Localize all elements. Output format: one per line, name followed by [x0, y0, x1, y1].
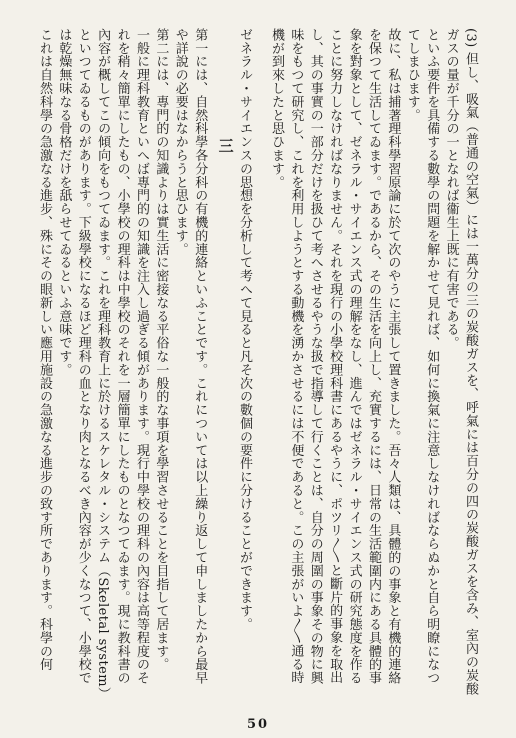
- paragraph: (3) 但し、吸氣（普通の空氣）には一萬分の三の炭酸ガスを、呼氣には百分の四の炭酸ガスを含み、室內の炭酸ガスの量が千分の一となれば衞生上既に有害である。: [443, 28, 478, 696]
- page-number: 50: [246, 717, 270, 732]
- paragraph: これは自然科學の急激なる進步、殊にその眼新しい應用施設の急激なる進步の致す所であります。科學の何: [36, 28, 52, 672]
- lower-text-column: [36, 28, 254, 696]
- paragraph: 故に、私は捕著理科學習原論に於て次のやうに主張して置きました。吾々人類は、具體的の事象と有機的連絡を保つて生活してゐます。であるから、その生活を向上し、充實するには、日常の生活範圍内にある具體的事象を對象として、ゼネラル・サイエンス式の理解をなし、進んではゼネラル・サイエンス式の研究態度を作ることに努力しなければなりません。それを現行の小學校理科書にあるやうに、ポツリ〳〵と斷片的事象を取出し、其の事實の一部分だけを扱ひて考へさせるやうな扱で指導して行くことは、自分の周圍の事象その物に興味をもつて研究し、これを利用しようとする動機を湧かさせるには不便であると。この主張がいよ〳〵通る時機が到來したと思ひます。: [268, 28, 401, 685]
- paragraph: といふ要件を具備する數學の問題を解かせて見れば、如何に換氣に注意しなければならぬかと自ら明瞭になつてしまひます。: [404, 28, 440, 685]
- section-heading: 三: [216, 138, 235, 154]
- paragraph: 第一には、自然科學各分科の有機的連絡といふことです。これについては以上繰り返して申しましたから最早や詳說の必要はなからうと思ひます。: [172, 28, 208, 685]
- paragraph: 第二には、專門的の知識よりは實生活に密接なる平俗な一般的な事項を學習させることを目指して居ます。: [153, 28, 169, 672]
- upper-text-column: [252, 28, 480, 696]
- paragraph: ゼネラル・サイエンスの思想を分析して考へて見ると凡そ次の數個の要件に分けることができます。: [237, 28, 252, 631]
- paragraph: 一般に理科教育といへば專門的の知識を注入し過ぎる傾があります。現行中學校の理科の內容は高等程度のそれを稍々簡單にしたもの、小學校の理科は中學校のそれを一層簡單にしたものとなつてゐます。現に教科書の內容が概してこの傾向をもつてゐます。これを理科教育上に於けるスケレタル・システム（Skeletal system）といつてゐるものがあります。下級學校になるほど理科の血となり肉となるべき內容が少くなつて、小學校では乾燥無味なる骨格だけを舐らせてゐるといふ意味です。: [56, 28, 149, 694]
